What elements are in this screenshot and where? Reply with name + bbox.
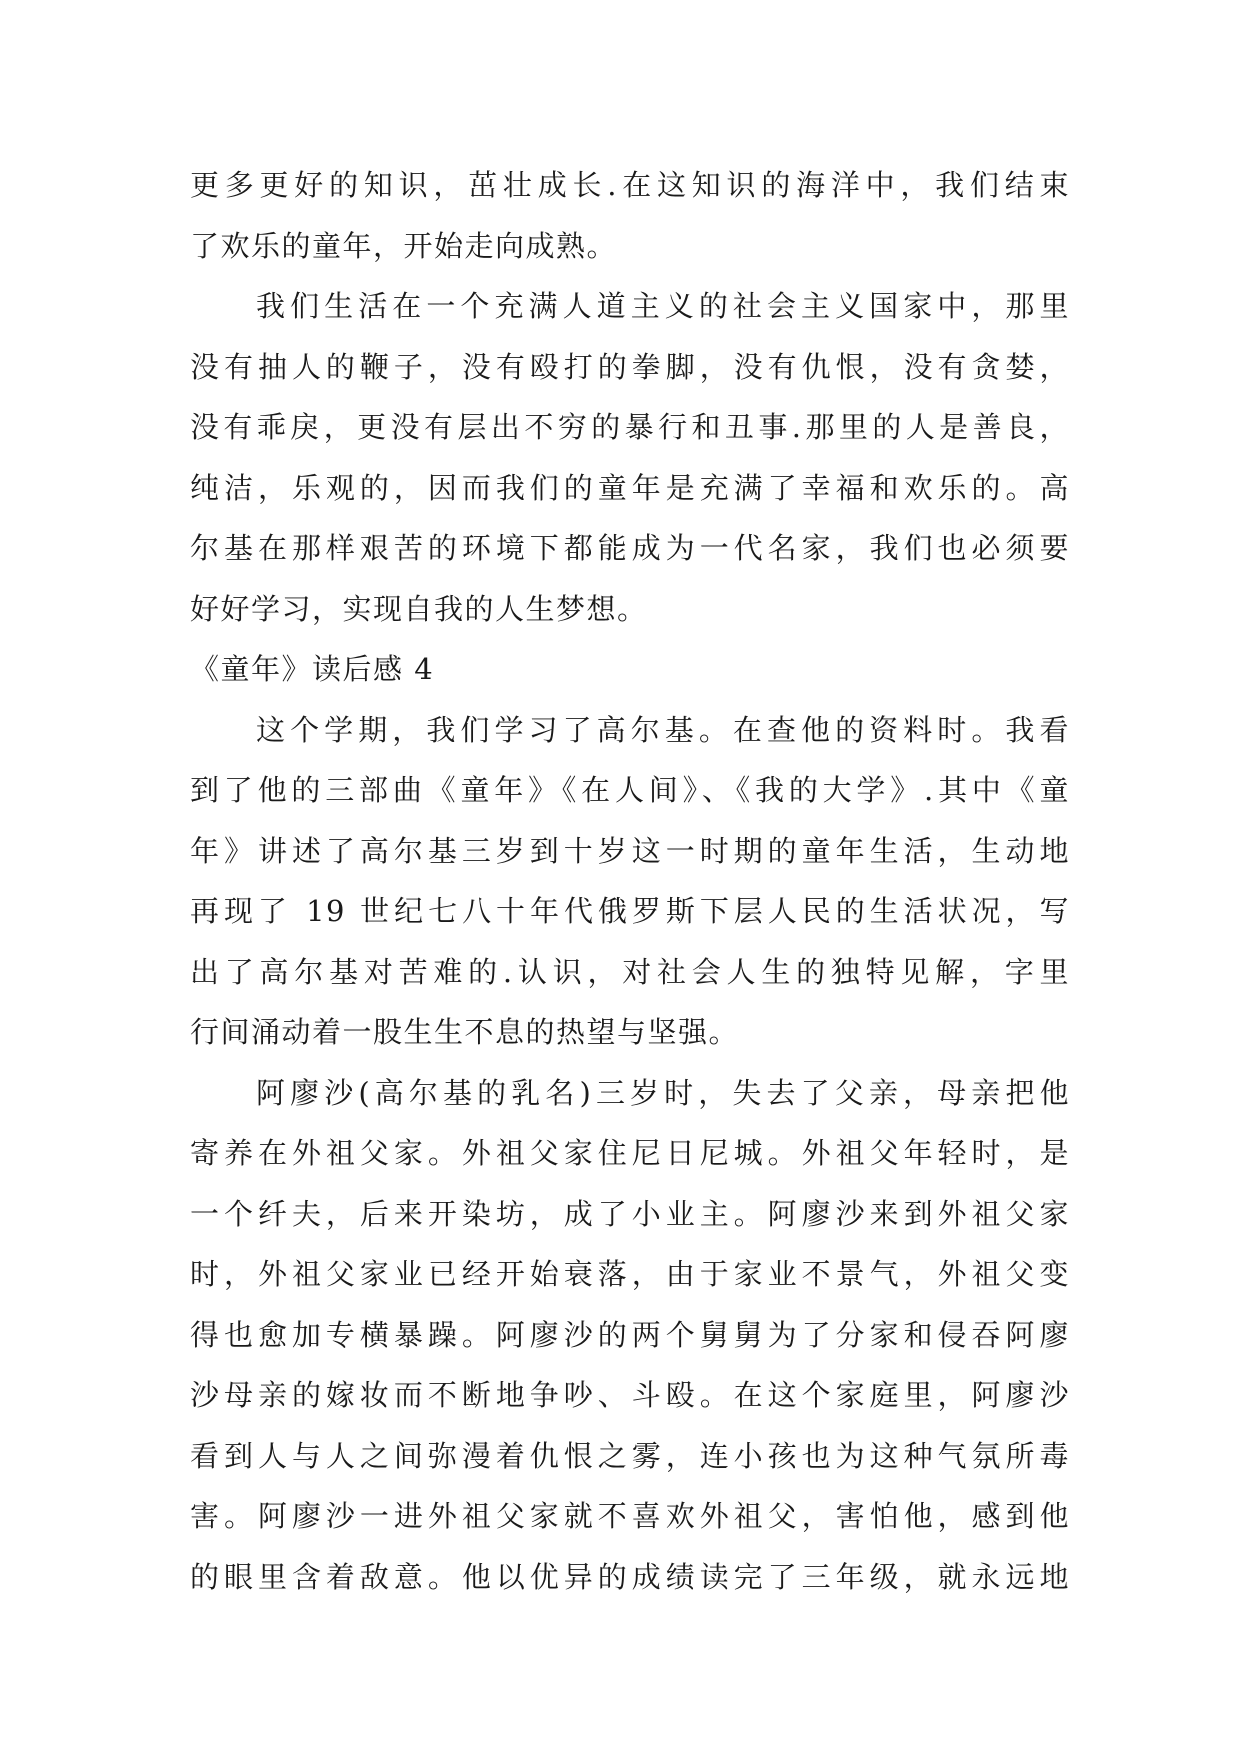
- text-line: 尔基在那样艰苦的环境下都能成为一代名家，我们也必须要: [190, 531, 1070, 565]
- text-line: 的眼里含着敌意。他以优异的成绩读完了三年级，就永远地: [190, 1559, 1070, 1594]
- text-line: 一个纤夫，后来开染坊，成了小业主。阿廖沙来到外祖父家: [190, 1196, 1070, 1231]
- paragraph-start-line: 我们生活在一个充满人道主义的社会主义国家中，那里: [256, 289, 1070, 323]
- text-line: 出了高尔基对苦难的.认识，对社会人生的独特见解，字里: [190, 954, 1070, 989]
- text-line: 年》讲述了高尔基三岁到十岁这一时期的童年生活，生动地: [190, 833, 1070, 868]
- text-line: 没有乖戾，更没有层出不穷的暴行和丑事.那里的人是善良，: [190, 410, 1070, 444]
- text-line: 好好学习，实现自我的人生梦想。: [190, 591, 648, 626]
- document-body: [190, 155, 1070, 1607]
- text-line: 更多更好的知识，茁壮成长.在这知识的海洋中，我们结束: [190, 168, 1070, 202]
- section-heading: 《童年》读后感 4: [190, 652, 435, 686]
- text-line: 得也愈加专横暴躁。阿廖沙的两个舅舅为了分家和侵吞阿廖: [190, 1317, 1070, 1352]
- text-line: 行间涌动着一股生生不息的热望与坚强。: [190, 1015, 740, 1049]
- text-line: 看到人与人之间弥漫着仇恨之雾，连小孩也为这种气氛所毒: [190, 1438, 1070, 1473]
- text-line: 寄养在外祖父家。外祖父家住尼日尼城。外祖父年轻时，是: [190, 1136, 1070, 1170]
- text-line: 沙母亲的嫁妆而不断地争吵、斗殴。在这个家庭里，阿廖沙: [190, 1378, 1070, 1412]
- text-line: 纯洁，乐观的，因而我们的童年是充满了幸福和欢乐的。高: [190, 470, 1070, 505]
- text-line: 时，外祖父家业已经开始衰落，由于家业不景气，外祖父变: [190, 1257, 1070, 1291]
- text-line: 再现了 19 世纪七八十年代俄罗斯下层人民的生活状况，写: [190, 894, 1070, 928]
- text-line: 害。阿廖沙一进外祖父家就不喜欢外祖父，害怕他，感到他: [190, 1499, 1070, 1533]
- text-line: 了欢乐的童年，开始走向成熟。: [190, 228, 618, 263]
- text-line: 到了他的三部曲《童年》《在人间》、《我的大学》.其中《童: [190, 773, 1070, 807]
- text-line: 没有抽人的鞭子，没有殴打的拳脚，没有仇恨，没有贪婪，: [190, 349, 1070, 384]
- paragraph-start-line: 阿廖沙(高尔基的乳名)三岁时，失去了父亲，母亲把他: [256, 1075, 1070, 1110]
- paragraph-start-line: 这个学期，我们学习了高尔基。在查他的资料时。我看: [256, 712, 1070, 747]
